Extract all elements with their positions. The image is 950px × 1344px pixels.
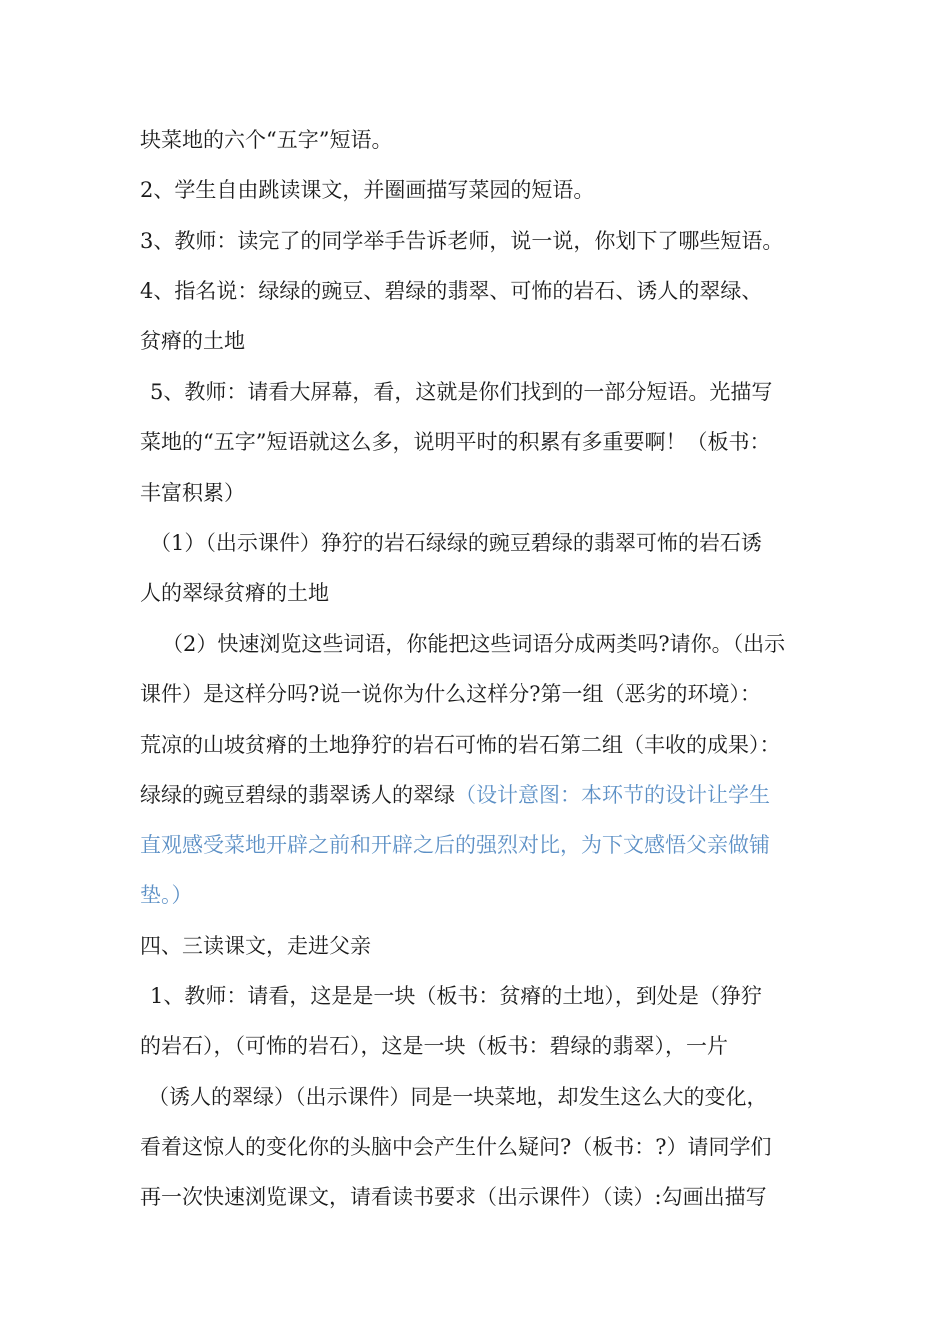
- text-line: 5、教师：请看大屏幕，看，这就是你们找到的一部分短语。光描写: [150, 380, 773, 404]
- text-line: 贫瘠的土地: [140, 329, 245, 353]
- section-heading: 四、三读课文，走进父亲: [140, 934, 371, 958]
- text-line: 课件）是这样分吗?说一说你为什么这样分?第一组（恶劣的环境）：: [140, 682, 762, 706]
- text-line: 块菜地的六个“五字”短语。: [140, 128, 393, 152]
- text-line: 的岩石），（可怖的岩石），这是一块（板书：碧绿的翡翠），一片: [140, 1034, 728, 1058]
- text-line: （1）（出示课件）狰狞的岩石绿绿的豌豆碧绿的翡翠可怖的岩石诱: [150, 531, 762, 555]
- text-line: 1、教师：请看，这是是一块（板书：贫瘠的土地），到处是（狰狞: [150, 984, 762, 1008]
- text-line-with-note: [140, 775, 830, 815]
- text-line: （诱人的翠绿）（出示课件）同是一块菜地，却发生这么大的变化，: [148, 1085, 768, 1109]
- text-line: 2、学生自由跳读课文，并圈画描写菜园的短语。: [140, 178, 595, 202]
- design-note-line: 直观感受菜地开辟之前和开辟之后的强烈对比，为下文感悟父亲做铺: [140, 833, 770, 857]
- design-note-line: 垫。）: [140, 883, 193, 907]
- text-line: 再一次快速浏览课文，请看读书要求（出示课件）（读）:勾画出描写: [140, 1185, 767, 1209]
- text-line: 3、教师：读完了的同学举手告诉老师，说一说，你划下了哪些短语。: [140, 229, 784, 253]
- design-note: （设计意图：本环节的设计让学生: [455, 783, 770, 807]
- text-line: （2）快速浏览这些词语，你能把这些词语分成两类吗?请你。（出示: [162, 632, 786, 656]
- text-line: 荒凉的山坡贫瘠的土地狰狞的岩石可怖的岩石第二组（丰收的成果）：: [140, 733, 781, 757]
- text-line: 4、指名说：绿绿的豌豆、碧绿的翡翠、可怖的岩石、诱人的翠绿、: [140, 279, 763, 303]
- text-segment: 绿绿的豌豆碧绿的翡翠诱人的翠绿: [140, 783, 455, 807]
- text-line: 人的翠绿贫瘠的土地: [140, 581, 329, 605]
- text-line: 菜地的“五字”短语就这么多，说明平时的积累有多重要啊！（板书：: [140, 430, 771, 454]
- text-line: 丰富积累）: [140, 481, 245, 505]
- text-line: 看着这惊人的变化你的头脑中会产生什么疑问?（板书：?）请同学们: [140, 1135, 772, 1159]
